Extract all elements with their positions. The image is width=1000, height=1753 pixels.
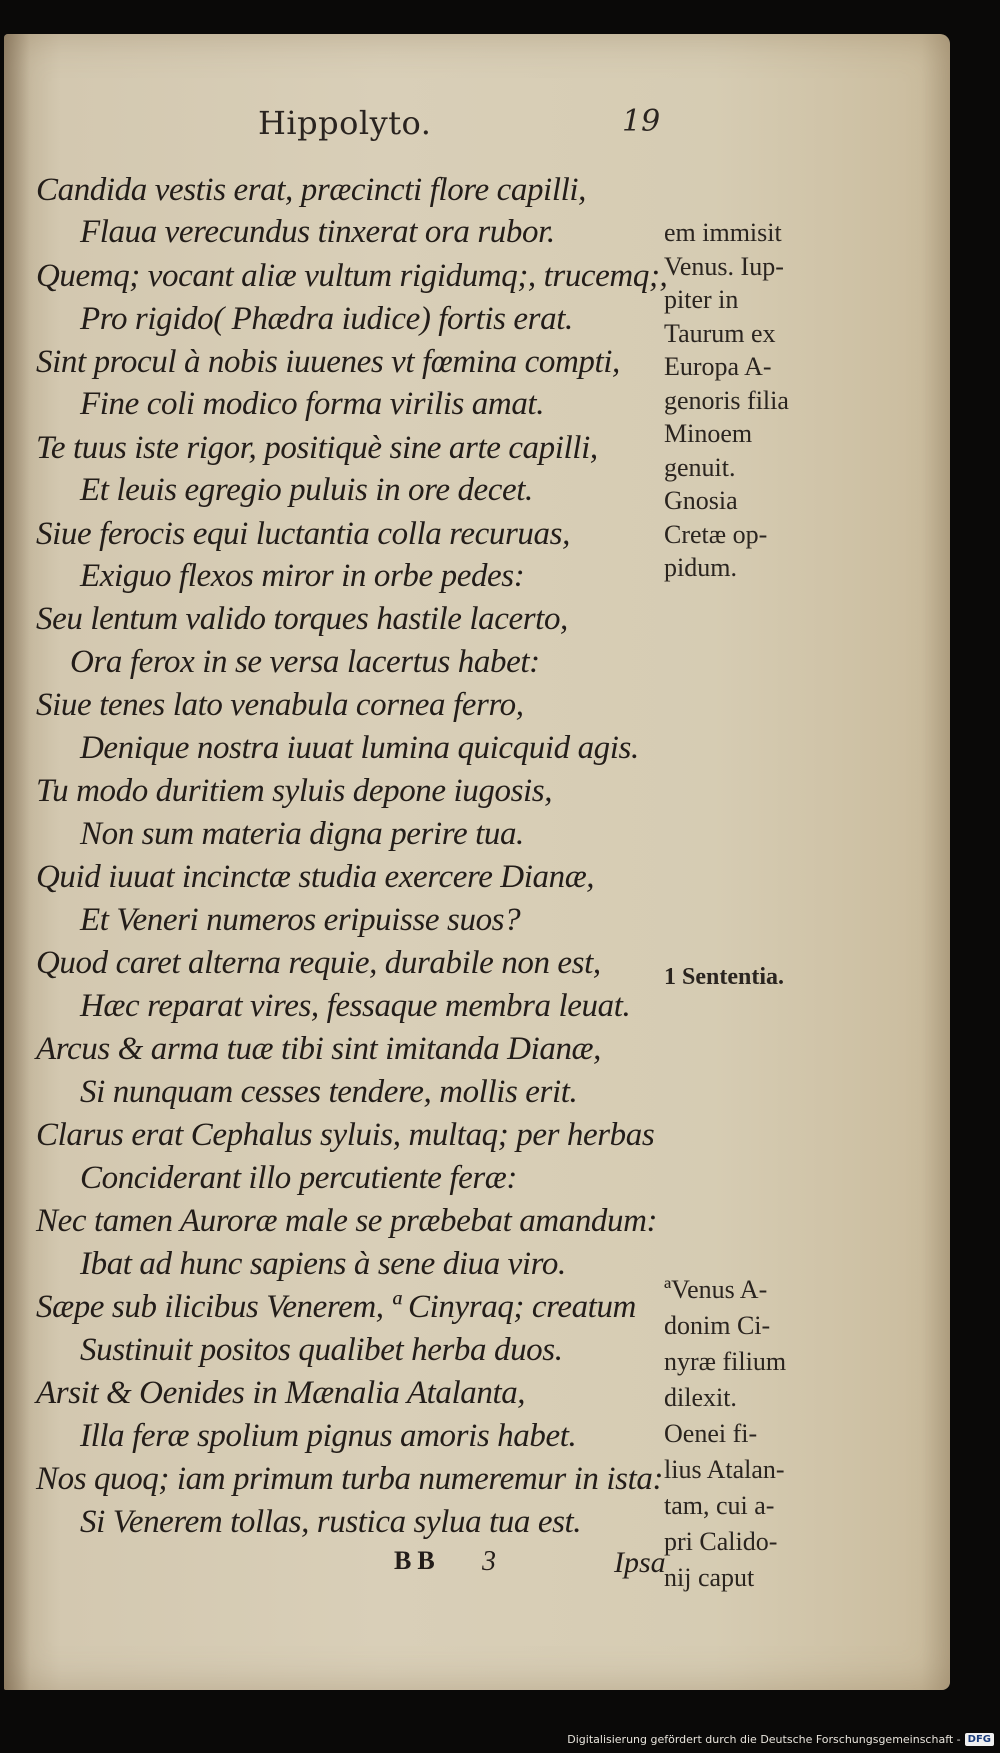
verse-line: Quid iuuat incinctæ studia exercere Dianæ, [36, 859, 595, 895]
verse-line: Et Veneri numeros eripuisse suos? [80, 902, 521, 938]
verse-line: Exiguo flexos miror in orbe pedes: [80, 558, 525, 594]
gloss-line: donim Ci- [664, 1311, 771, 1340]
gloss-line: tam, cui a- [664, 1491, 775, 1520]
gloss-line: pidum. [664, 553, 737, 582]
verse-line: Seu lentum valido torques hastile lacerto, [36, 601, 568, 637]
verse-line: Sint procul à nobis iuuenes vt fœmina compti, [36, 344, 620, 380]
verse-line: Si nunquam cesses tendere, mollis erit. [80, 1074, 578, 1110]
verse-line: Siue tenes lato venabula cornea ferro, [36, 687, 524, 723]
verse-line: Clarus erat Cephalus syluis, multaq; per herbas [36, 1117, 655, 1153]
verse-line: Sustinuit positos qualibet herba duos. [80, 1332, 563, 1368]
verse-line: Nec tamen Auroræ male se præbebat amandum: [36, 1203, 658, 1239]
gloss-line: genoris filia [664, 385, 789, 415]
gloss-line: lius Atalan- [664, 1455, 785, 1484]
verse-line: Hæc reparat vires, fessaque membra leuat. [80, 988, 631, 1024]
gloss-line: em immisit [664, 218, 782, 247]
verse-line: Pro rigido( Phædra iudice) fortis erat. [80, 301, 573, 337]
gloss-line: nyræ filium [664, 1347, 787, 1376]
gloss-line: Gnosia [664, 486, 738, 515]
verse-line: Quod caret alterna requie, durabile non est, [36, 945, 601, 981]
gloss-line: Taurum ex [664, 318, 776, 348]
gloss-line: ªVenus A- [664, 1275, 768, 1304]
gloss-line: Minoem [664, 419, 753, 448]
page-number: 19 [622, 104, 661, 139]
signature-number: 3 [482, 1546, 496, 1577]
verse-line: Te tuus iste rigor, positiquè sine arte capilli, [36, 430, 598, 466]
verse-line: Quemq; vocant aliæ vultum rigidumq;, trucemq;, [36, 258, 668, 294]
running-title: Hippolyto. [258, 104, 432, 142]
dfg-logo-icon: DFG [965, 1733, 994, 1746]
verse-line: Arsit & Oenides in Mænalia Atalanta, [36, 1375, 526, 1411]
gloss-line: pri Calido- [664, 1527, 778, 1556]
verse-line: Arcus & arma tuæ tibi sint imitanda Dianæ, [36, 1031, 602, 1067]
verse-line: Fine coli modico forma virilis amat. [80, 386, 545, 422]
sententia-note: 1 Sententia. [664, 964, 784, 990]
verse-line: Non sum materia digna perire tua. [80, 816, 524, 852]
gloss-line: nij caput [664, 1563, 755, 1592]
margin-gloss-bottom [664, 1272, 844, 1596]
gloss-line: dilexit. [664, 1383, 737, 1412]
verse-line: Ibat ad hunc sapiens à sene diua viro. [80, 1246, 566, 1282]
gloss-line: Venus. Iup- [664, 251, 784, 281]
gloss-line: genuit. [664, 452, 736, 482]
catchword: Ipsa [614, 1546, 666, 1579]
gloss-line: Cretæ op- [664, 519, 768, 549]
margin-gloss-top [664, 216, 844, 585]
verse-line: Flaua verecundus tinxerat ora rubor. [80, 214, 555, 250]
gloss-line: piter in [664, 285, 739, 314]
gloss-line: Europa A- [664, 352, 772, 381]
verse-line: Si Venerem tollas, rustica sylua tua est. [80, 1504, 582, 1540]
gloss-line: Oenei fi- [664, 1419, 758, 1448]
signature-mark: BB [394, 1546, 441, 1575]
verse-line: Illa feræ spolium pignus amoris habet. [80, 1418, 577, 1454]
verse-line: Et leuis egregio puluis in ore decet. [80, 472, 533, 508]
book-page [4, 34, 950, 1690]
verse-line: Ora ferox in se versa lacertus habet: [70, 644, 540, 680]
verse-line: Denique nostra iuuat lumina quicquid agis. [80, 730, 639, 766]
funding-footer [567, 1731, 994, 1747]
verse-line: Sæpe sub ilicibus Venerem, ª Cinyraq; creatum [36, 1289, 636, 1325]
verse-line: Siue ferocis equi luctantia colla recuruas, [36, 516, 570, 552]
verse-line: Nos quoq; iam primum turba numeremur in ista: [36, 1461, 664, 1497]
verse-line: Candida vestis erat, præcincti flore capilli, [36, 172, 586, 208]
verse-line: Conciderant illo percutiente feræ: [80, 1160, 518, 1196]
footer-text: Digitalisierung gefördert durch die Deutsche Forschungsgemeinschaft - [567, 1732, 961, 1746]
verse-line: Tu modo duritiem syluis depone iugosis, [36, 773, 553, 809]
